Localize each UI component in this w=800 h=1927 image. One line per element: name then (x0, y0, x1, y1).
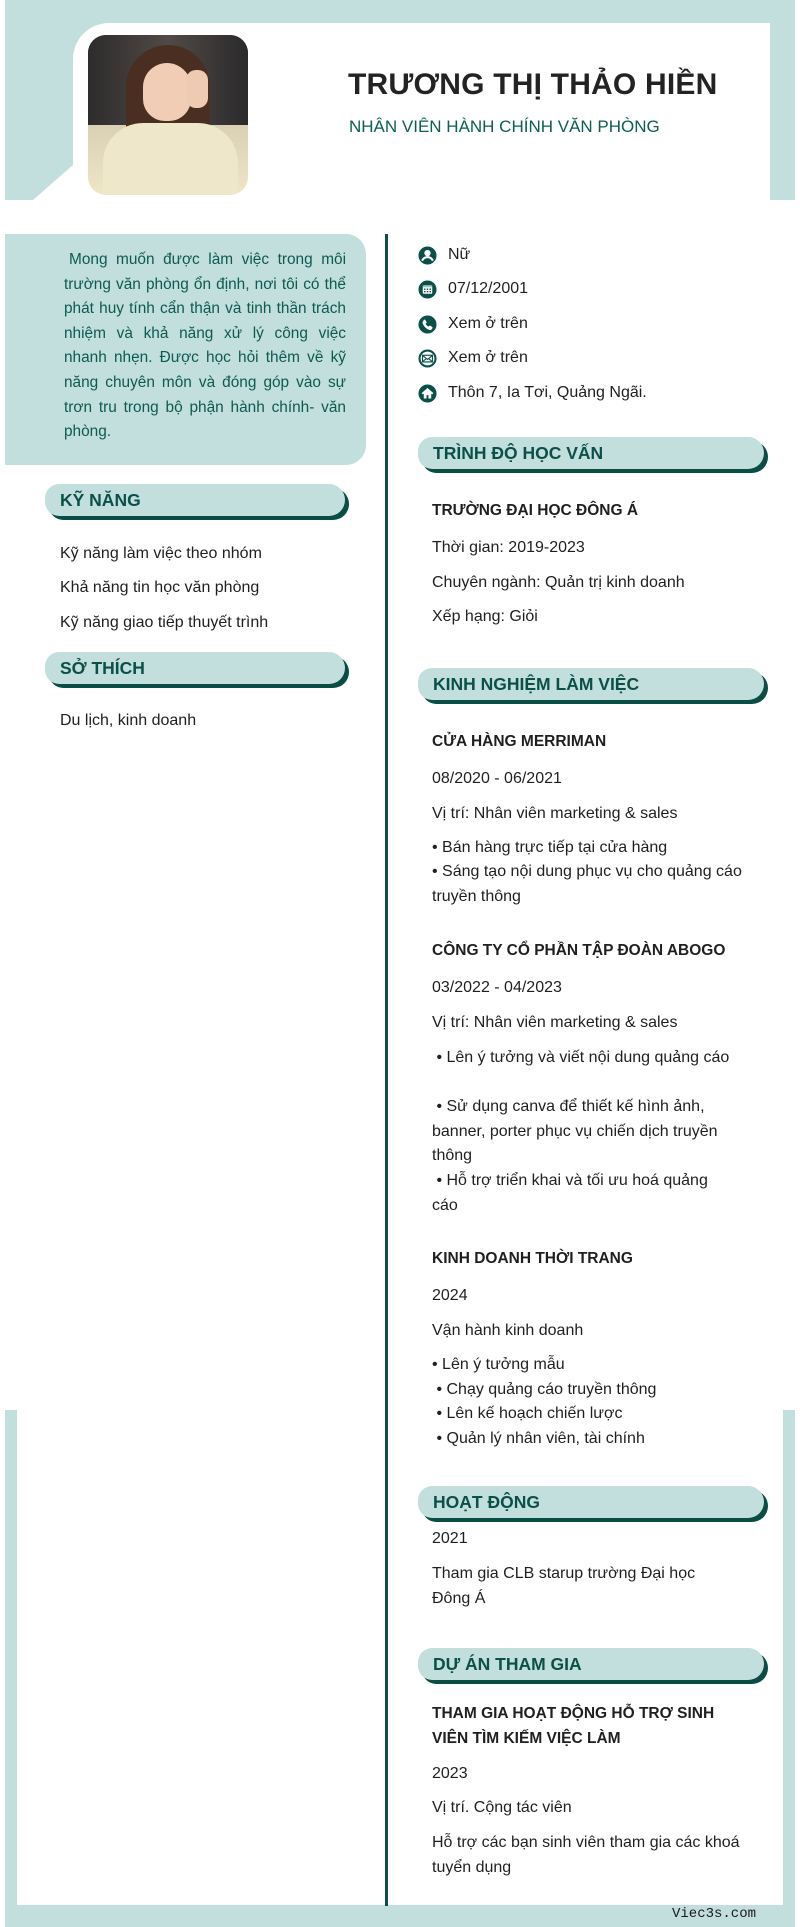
education-major: Chuyên ngành: Quản trị kinh doanh (432, 574, 685, 591)
skill-item: Kỹ năng giao tiếp thuyết trình (60, 614, 269, 631)
career-objective-text: Mong muốn được làm việc trong môi trường văn phòng ổn định, nơi tôi có thể phát huy tính cẩn thận và tinh thần trách nhiệm và khả năng xử lý công việc nhanh nhẹn. Được học hỏi thêm về kỹ năng chuyên môn và đóng góp vào sự trơn tru trong bộ phận hành chính- văn phòng. (64, 251, 346, 441)
contact-phone (418, 313, 528, 335)
contact-birthday (418, 278, 528, 300)
section-heading-activities: HOẠT ĐỘNG (418, 1486, 764, 1518)
hobbies-text: Du lịch, kinh doanh (60, 712, 197, 729)
job-detail: • Sáng tạo nội dung phục vụ cho quảng cáo truyền thông (432, 863, 742, 905)
photo-blouse (103, 123, 238, 195)
right-frame-bar (783, 1410, 795, 1927)
phone-value: Xem ở trên (448, 315, 528, 332)
job-detail: • Lên ý tưởng mẫu (432, 1356, 565, 1373)
left-frame-bar (5, 1410, 17, 1927)
job-detail: • Quản lý nhân viên, tài chính (432, 1430, 645, 1447)
job-position: Vận hành kinh doanh (432, 1322, 584, 1339)
email-value: Xem ở trên (448, 349, 528, 366)
birthday-value: 07/12/2001 (448, 280, 529, 297)
job-position: Vị trí: Nhân viên marketing & sales (432, 1014, 678, 1031)
job-period: 03/2022 - 04/2023 (432, 979, 562, 996)
job-detail: • Hỗ trợ triển khai và tối ưu hoá quảng cáo (432, 1172, 713, 1214)
skill-item: Khả năng tin học văn phòng (60, 579, 260, 596)
project-text: Hỗ trợ các bạn sinh viên tham gia các khoá tuyển dụng (432, 1834, 740, 1876)
project-role: Vị trí. Cộng tác viên (432, 1799, 572, 1816)
project-name: THAM GIA HOẠT ĐỘNG HỖ TRỢ SINH VIÊN TÌM KIẾM VIỆC LÀM (432, 1705, 715, 1747)
project-year: 2023 (432, 1765, 468, 1782)
candidate-name: TRƯƠNG THỊ THẢO HIỀN (348, 68, 718, 101)
job-detail: • Sử dụng canva để thiết kế hình ảnh, banner, porter phục vụ chiến dịch truyền thông (432, 1098, 722, 1164)
home-icon (418, 384, 437, 403)
mail-icon (418, 349, 437, 368)
phone-icon (418, 315, 437, 334)
job-detail: • Lên kế hoạch chiến lược (432, 1405, 623, 1422)
job-company: CỬA HÀNG MERRIMAN (432, 733, 607, 750)
photo-hand (186, 70, 208, 108)
activity-text: Tham gia CLB starup trường Đại học Đông Á (432, 1565, 696, 1607)
contact-email (418, 347, 528, 369)
section-heading-skills: KỸ NĂNG (45, 484, 345, 516)
photo-face (143, 63, 191, 121)
section-heading-hobbies: SỞ THÍCH (45, 652, 345, 684)
education-rank: Xếp hạng: Giỏi (432, 608, 538, 625)
job-company: CÔNG TY CỔ PHẦN TẬP ĐOÀN ABOGO (432, 942, 726, 959)
profile-photo (88, 35, 248, 195)
job-period: 08/2020 - 06/2021 (432, 770, 562, 787)
activity-year: 2021 (432, 1530, 468, 1547)
job-detail: • Chạy quảng cáo truyền thông (432, 1381, 657, 1398)
gender-value: Nữ (448, 246, 471, 263)
job-position: Vị trí: Nhân viên marketing & sales (432, 805, 678, 822)
contact-gender (418, 244, 470, 266)
job-detail: • Bán hàng trực tiếp tại cửa hàng (432, 839, 668, 856)
education-time: Thời gian: 2019-2023 (432, 539, 585, 556)
job-detail: • Lên ý tưởng và viết nội dung quảng cáo (432, 1049, 730, 1066)
section-heading-education: TRÌNH ĐỘ HỌC VẤN (418, 437, 764, 469)
career-objective-box (5, 234, 366, 465)
column-divider (385, 234, 388, 1906)
job-period: 2024 (432, 1287, 468, 1304)
section-heading-experience: KINH NGHIỆM LÀM VIỆC (418, 668, 764, 700)
address-value: Thôn 7, Ia Tơi, Quảng Ngãi. (448, 384, 647, 401)
job-company: KINH DOANH THỜI TRANG (432, 1250, 633, 1267)
calendar-icon (418, 280, 437, 299)
watermark: Viec3s.com (672, 1906, 757, 1922)
school-name: TRƯỜNG ĐẠI HỌC ĐÔNG Á (432, 502, 639, 519)
contact-address (418, 382, 647, 404)
job-title: NHÂN VIÊN HÀNH CHÍNH VĂN PHÒNG (349, 117, 660, 136)
section-heading-projects: DỰ ÁN THAM GIA (418, 1648, 764, 1680)
user-icon (418, 246, 437, 265)
skill-item: Kỹ năng làm việc theo nhóm (60, 545, 262, 562)
